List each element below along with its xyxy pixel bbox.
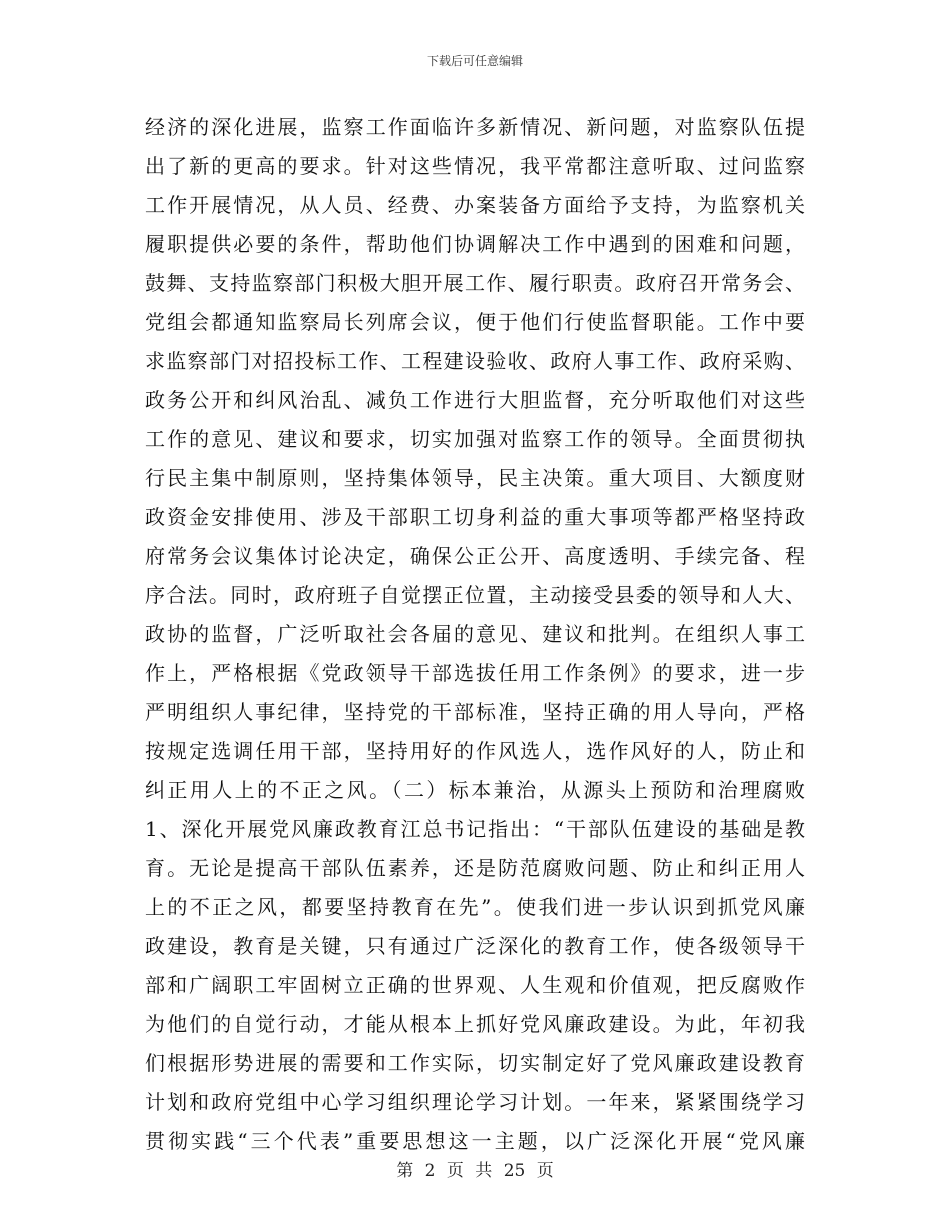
text-line: 作上，严格根据《党政领导干部选拔任用工作条例》的要求，进一步 <box>145 661 805 685</box>
text-line: 出了新的更高的要求。针对这些情况，我平常都注意听取、过问监察 <box>145 154 805 178</box>
text-line: 按规定选调任用干部，坚持用好的作风选人，选作风好的人，防止和 <box>145 739 805 763</box>
text-line: 部和广阔职工牢固树立正确的世界观、人生观和价值观，把反腐败作 <box>145 973 805 997</box>
text-line: 政务公开和纠风治乱、减负工作进行大胆监督，充分听取他们对这些 <box>145 388 805 412</box>
document-body <box>145 108 805 1161</box>
text-line: 为他们的自觉行动，才能从根本上抓好党风廉政建设。为此，年初我 <box>145 1012 805 1036</box>
text-line: 育。无论是提高干部队伍素养，还是防范腐败问题、防止和纠正用人 <box>145 856 805 880</box>
text-line: 严明组织人事纪律，坚持党的干部标准，坚持正确的用人导向，严格 <box>145 700 805 724</box>
text-line: 政建设，教育是关键，只有通过广泛深化的教育工作，使各级领导干 <box>145 934 805 958</box>
text-line: 履职提供必要的条件，帮助他们协调解决工作中遇到的困难和问题， <box>145 232 805 256</box>
text-line: 纠正用人上的不正之风。（二）标本兼治，从源头上预防和治理腐败 <box>145 778 805 802</box>
text-line: 党组会都通知监察局长列席会议，便于他们行使监督职能。工作中要 <box>145 310 805 334</box>
text-line: 贯彻实践“三个代表”重要思想这一主题，以广泛深化开展“党风廉 <box>145 1129 805 1153</box>
text-line: 政资金安排使用、涉及干部职工切身利益的重大事项等都严格坚持政 <box>145 505 805 529</box>
text-line: 政协的监督，广泛听取社会各届的意见、建议和批判。在组织人事工 <box>145 622 805 646</box>
text-line: 行民主集中制原则，坚持集体领导，民主决策。重大项目、大额度财 <box>145 466 805 490</box>
text-line: 工作开展情况，从人员、经费、办案装备方面给予支持，为监察机关 <box>145 193 805 217</box>
page-header-note: 下载后可任意编辑 <box>426 54 523 68</box>
text-line: 们根据形势进展的需要和工作实际，切实制定好了党风廉政建设教育 <box>145 1051 805 1075</box>
text-line: 计划和政府党组中心学习组织理论学习计划。一年来，紧紧围绕学习 <box>145 1090 805 1114</box>
text-line: 序合法。同时，政府班子自觉摆正位置，主动接受县委的领导和人大、 <box>145 583 805 607</box>
text-line: 1、深化开展党风廉政教育江总书记指出：“干部队伍建设的基础是教 <box>145 817 805 841</box>
text-line: 鼓舞、支持监察部门积极大胆开展工作、履行职责。政府召开常务会、 <box>145 271 805 295</box>
text-line: 求监察部门对招投标工作、工程建设验收、政府人事工作、政府采购、 <box>145 349 805 373</box>
text-line: 工作的意见、建议和要求，切实加强对监察工作的领导。全面贯彻执 <box>145 427 805 451</box>
text-line: 府常务会议集体讨论决定，确保公正公开、高度透明、手续完备、程 <box>145 544 805 568</box>
text-line: 经济的深化进展，监察工作面临许多新情况、新问题，对监察队伍提 <box>145 115 805 139</box>
page-number: 第 2 页 共 25 页 <box>396 1161 554 1181</box>
text-line: 上的不正之风，都要坚持教育在先”。使我们进一步认识到抓党风廉 <box>145 895 805 919</box>
